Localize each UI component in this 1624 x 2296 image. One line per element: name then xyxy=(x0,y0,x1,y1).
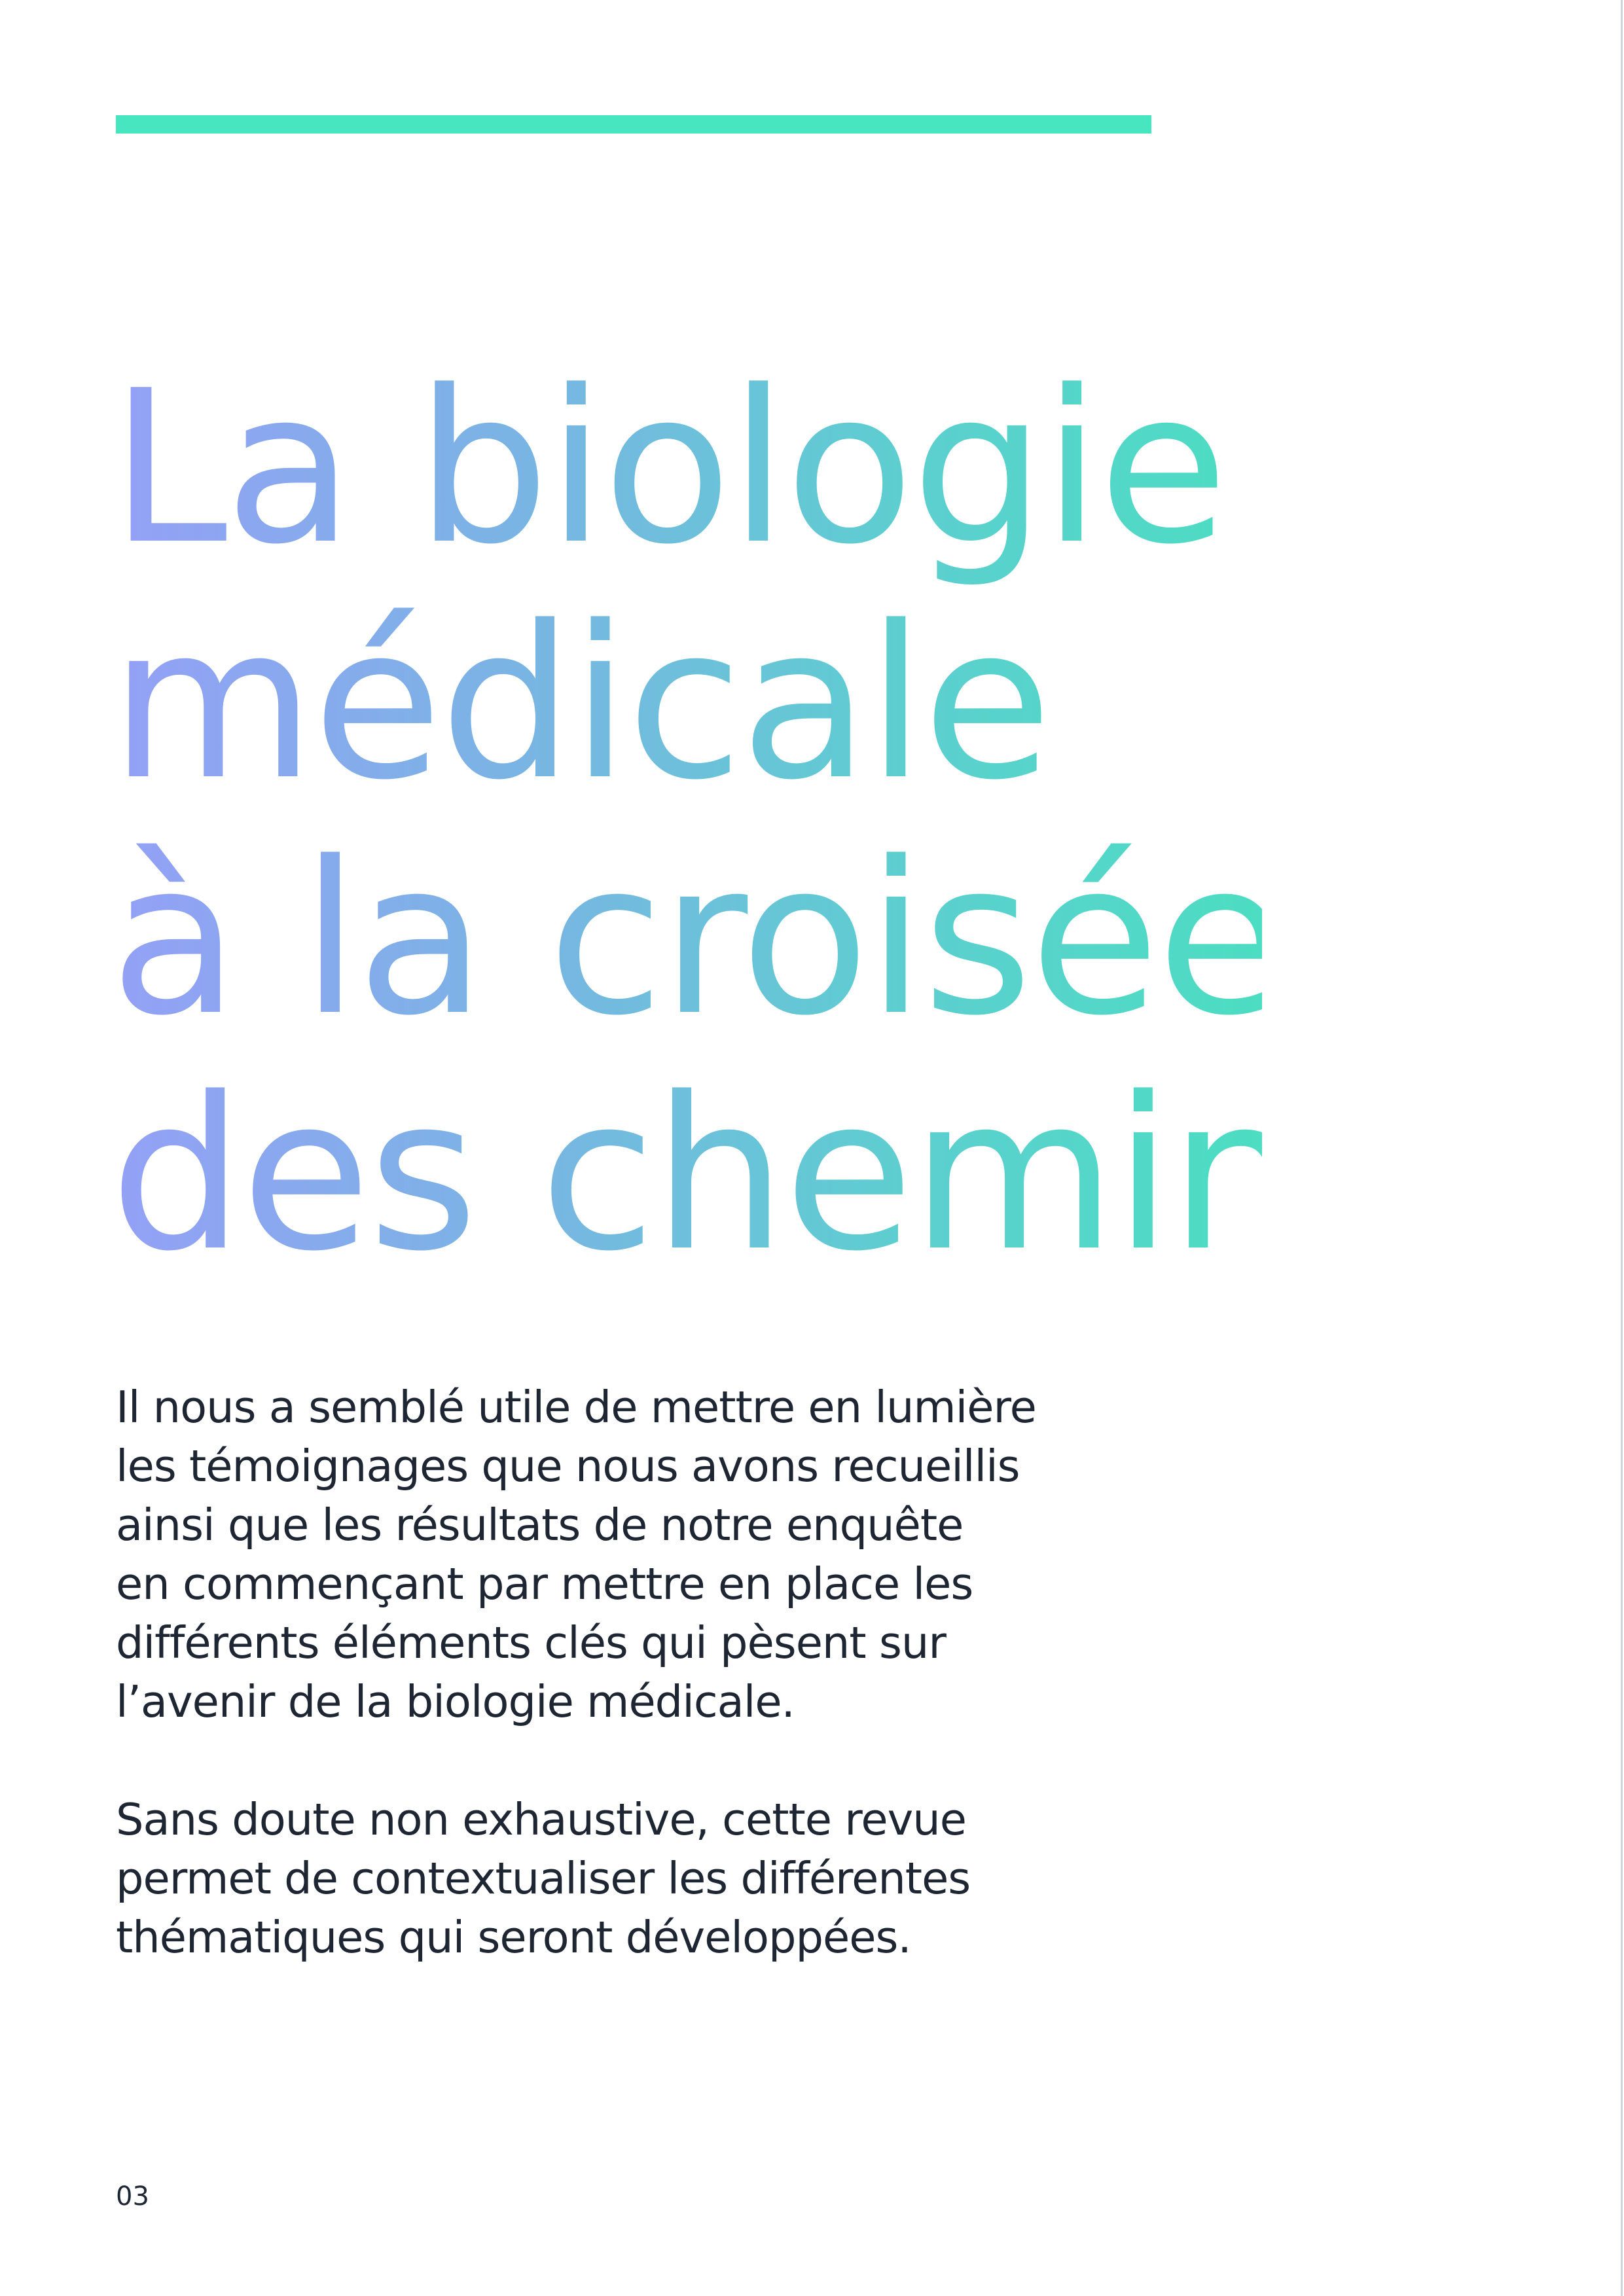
text-line: thématiques qui seront développées. xyxy=(116,1912,911,1963)
title-line: à la croisée xyxy=(110,816,1284,1062)
text-line: Il nous a semblé utile de mettre en lumière xyxy=(116,1382,1036,1433)
text-line: en commençant par mettre en place les xyxy=(116,1558,973,1609)
paragraph-context xyxy=(116,1790,1196,1967)
text-line: permet de contextualiser les différentes xyxy=(116,1853,971,1904)
page-number: 03 xyxy=(116,2181,149,2212)
page-title xyxy=(110,345,1419,1297)
page-edge-line xyxy=(1621,0,1623,2296)
text-line: différents éléments clés qui pèsent sur xyxy=(116,1617,946,1668)
text-line: l’avenir de la biologie médicale. xyxy=(116,1676,795,1727)
title-line: La biologie xyxy=(110,345,1226,590)
body-text xyxy=(116,1378,1196,1967)
title-line: médicale xyxy=(110,581,1050,826)
text-line: Sans doute non exhaustive, cette revue xyxy=(116,1794,966,1845)
accent-bar xyxy=(116,115,1151,134)
title-line: des chemins xyxy=(110,1052,1408,1297)
text-line: les témoignages que nous avons recueillis xyxy=(116,1441,1020,1492)
paragraph-intro xyxy=(116,1378,1196,1731)
text-line: ainsi que les résultats de notre enquête xyxy=(116,1499,964,1551)
